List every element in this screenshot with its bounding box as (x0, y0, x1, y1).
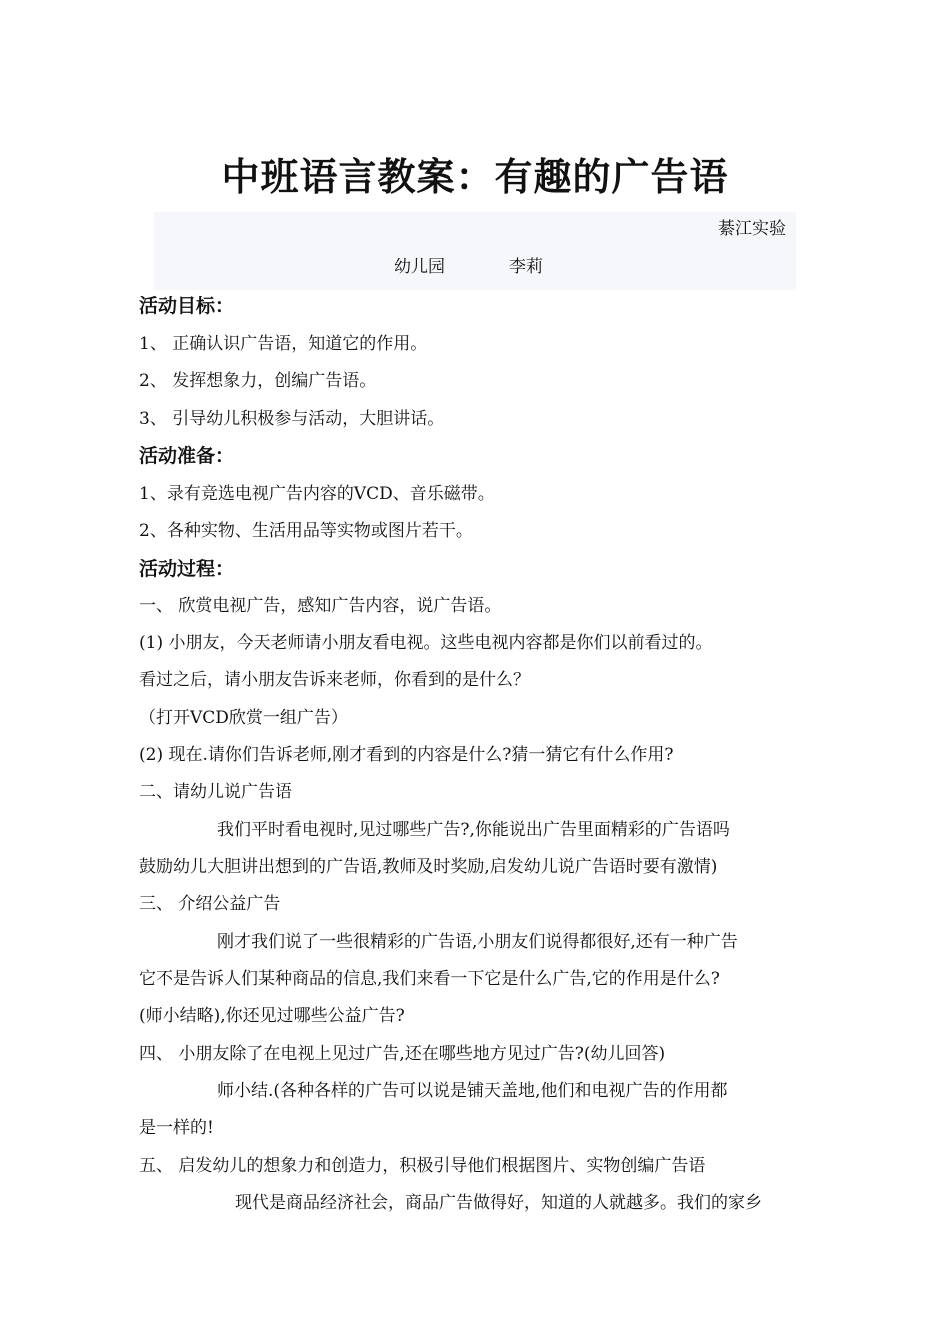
prep-item-2: 2、各种实物、生活用品等实物或图片若干。 (139, 521, 473, 541)
process-line: 我们平时看电视时,见过哪些广告?,你能说出广告里面精彩的广告语吗 (217, 820, 730, 840)
process-line: 看过之后，请小朋友告诉来老师，你看到的是什么？ (139, 670, 530, 690)
process-line: 三、 介绍公益广告 (139, 894, 281, 914)
prep-heading: 活动准备： (139, 445, 235, 467)
author-name: 李莉 (509, 257, 543, 277)
author-school: 幼儿园 (394, 257, 445, 277)
process-heading: 活动过程： (139, 558, 235, 580)
author-line-1: 綦江实验 (718, 219, 786, 239)
process-line: （打开VCD欣赏一组广告） (139, 708, 348, 728)
process-line: 二、请幼儿说广告语 (139, 782, 292, 802)
document-title: 中班语言教案：有趣的广告语 (221, 155, 729, 199)
process-line: 一、 欣赏电视广告，感知广告内容，说广告语。 (139, 596, 502, 616)
process-line: 刚才我们说了一些很精彩的广告语,小朋友们说得都很好,还有一种广告 (217, 932, 738, 952)
goals-heading: 活动目标： (139, 295, 235, 317)
process-line: 四、 小朋友除了在电视上见过广告,还在哪些地方见过广告?(幼儿回答) (139, 1044, 666, 1064)
author-box (154, 212, 796, 290)
process-line: 是一样的! (139, 1118, 214, 1138)
process-line: (2) 现在.请你们告诉老师,刚才看到的内容是什么?猜一猜它有什么作用? (139, 745, 674, 765)
prep-item-1: 1、录有竞选电视广告内容的VCD、音乐磁带。 (139, 484, 495, 504)
process-line: (师小结略),你还见过哪些公益广告? (139, 1006, 405, 1026)
process-line: 五、 启发幼儿的想象力和创造力，积极引导他们根据图片、实物创编广告语 (139, 1156, 706, 1176)
process-line: 鼓励幼儿大胆讲出想到的广告语,教师及时奖励,启发幼儿说广告语时要有激情) (139, 857, 718, 877)
process-line: 师小结.(各种各样的广告可以说是铺天盖地,他们和电视广告的作用都 (217, 1081, 728, 1101)
process-line: (1) 小朋友，今天老师请小朋友看电视。这些电视内容都是你们以前看过的。 (139, 633, 713, 653)
process-line: 现代是商品经济社会，商品广告做得好，知道的人就越多。我们的家乡 (235, 1193, 762, 1213)
process-line: 它不是告诉人们某种商品的信息,我们来看一下它是什么广告,它的作用是什么? (139, 969, 720, 989)
goal-item-3: 3、 引导幼儿积极参与活动，大胆讲话。 (139, 409, 445, 429)
goal-item-1: 1、 正确认识广告语，知道它的作用。 (139, 334, 428, 354)
goal-item-2: 2、 发挥想象力，创编广告语。 (139, 371, 377, 391)
author-line-2 (394, 254, 607, 280)
